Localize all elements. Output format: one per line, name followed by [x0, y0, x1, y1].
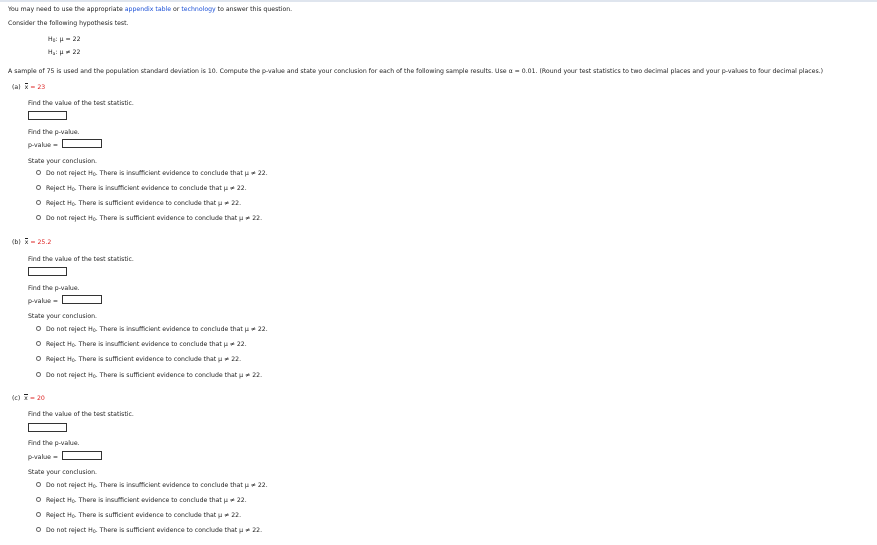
consider-text: Consider the following hypothesis test. [8, 20, 129, 27]
problem-statement: A sample of 75 is used and the population standard deviation is 10. Compute the p-value and state your conclusion for each of the following sample results. Use α = 0.01. (Round your test statistics to two decimal places and your p-values to four decimal places.) [8, 68, 824, 75]
part-a-option-4-radio[interactable] [36, 215, 41, 220]
part-a-pvalue-label: p-value = [28, 142, 59, 149]
part-c-test-stat-input[interactable] [28, 423, 67, 432]
intro-mid: or [171, 6, 182, 13]
part-b-find-p-label: Find the p-value. [28, 285, 80, 292]
part-a-test-stat-input[interactable] [28, 111, 67, 120]
part-a-option-3-text: Reject $H_0$. There is sufficient evidence to conclude that μ ≠ 22. [46, 200, 242, 208]
part-c-option-1-radio[interactable] [36, 482, 41, 487]
part-a-option-3-radio[interactable] [36, 200, 41, 205]
part-b-option-2-text: Reject $H_0$. There is insufficient evidence to conclude that μ ≠ 22. [46, 341, 247, 349]
part-c-pvalue-label: p-value = [28, 454, 59, 461]
part-a-option-4-text: Do not reject $H_0$. There is sufficient evidence to conclude that μ ≠ 22. [46, 215, 263, 223]
intro-prefix: You may need to use the appropriate [8, 6, 125, 13]
part-b-option-4-radio[interactable] [36, 372, 41, 377]
part-c-test-stat-label: Find the value of the test statistic. [28, 411, 134, 418]
part-b-conclusion-label: State your conclusion. [28, 313, 97, 320]
part-c-option-3-radio[interactable] [36, 512, 41, 517]
part-a-conclusion-label: State your conclusion. [28, 158, 97, 165]
part-c-pvalue-input[interactable] [62, 451, 102, 460]
part-a-option-2-radio[interactable] [36, 185, 41, 190]
part-a-xbar-value: = 23 [30, 84, 46, 91]
intro-suffix: to answer this question. [215, 6, 293, 13]
part-a-option-1-text: Do not reject $H_0$. There is insufficient evidence to conclude that μ ≠ 22. [46, 170, 268, 178]
alt-hypothesis: $H_a$: μ ≠ 22 [48, 49, 81, 57]
part-c-label: (c) x = 20 [12, 395, 45, 402]
part-b-pvalue-label: p-value = [28, 298, 59, 305]
part-b-option-1-text: Do not reject $H_0$. There is insufficient evidence to conclude that μ ≠ 22. [46, 326, 268, 334]
part-b-pvalue-input[interactable] [62, 295, 102, 304]
part-b-option-3-text: Reject $H_0$. There is sufficient evidence to conclude that μ ≠ 22. [46, 356, 242, 364]
part-c-xbar-value: = 20 [29, 395, 45, 402]
part-a-pvalue-input[interactable] [62, 139, 102, 148]
null-hypothesis: $H_0$: μ = 22 [48, 36, 81, 44]
part-a-test-stat-label: Find the value of the test statistic. [28, 100, 134, 107]
part-c-option-4-radio[interactable] [36, 527, 41, 532]
part-c-option-3-text: Reject $H_0$. There is sufficient evidence to conclude that μ ≠ 22. [46, 512, 242, 520]
part-b-option-3-radio[interactable] [36, 356, 41, 361]
intro-text [8, 6, 292, 13]
part-b-label: (b) x = 25.2 [12, 239, 52, 246]
part-c-find-p-label: Find the p-value. [28, 440, 80, 447]
part-b-option-4-text: Do not reject $H_0$. There is sufficient evidence to conclude that μ ≠ 22. [46, 372, 263, 380]
part-a-label: (a) x = 23 [12, 84, 46, 91]
part-b-xbar-value: = 25.2 [30, 239, 52, 246]
part-a-find-p-label: Find the p-value. [28, 129, 80, 136]
part-b-option-2-radio[interactable] [36, 341, 41, 346]
part-a-option-2-text: Reject $H_0$. There is insufficient evidence to conclude that μ ≠ 22. [46, 185, 247, 193]
part-b-test-stat-input[interactable] [28, 267, 67, 276]
part-c-conclusion-label: State your conclusion. [28, 469, 97, 476]
part-c-option-4-text: Do not reject $H_0$. There is sufficient evidence to conclude that μ ≠ 22. [46, 527, 263, 535]
technology-link[interactable]: technology [181, 6, 216, 13]
part-c-option-2-text: Reject $H_0$. There is insufficient evidence to conclude that μ ≠ 22. [46, 497, 247, 505]
top-border [0, 0, 877, 2]
part-b-test-stat-label: Find the value of the test statistic. [28, 256, 134, 263]
part-c-option-1-text: Do not reject $H_0$. There is insufficient evidence to conclude that μ ≠ 22. [46, 482, 268, 490]
part-c-option-2-radio[interactable] [36, 497, 41, 502]
part-a-option-1-radio[interactable] [36, 170, 41, 175]
appendix-table-link[interactable]: appendix table [124, 6, 172, 13]
part-b-option-1-radio[interactable] [36, 326, 41, 331]
